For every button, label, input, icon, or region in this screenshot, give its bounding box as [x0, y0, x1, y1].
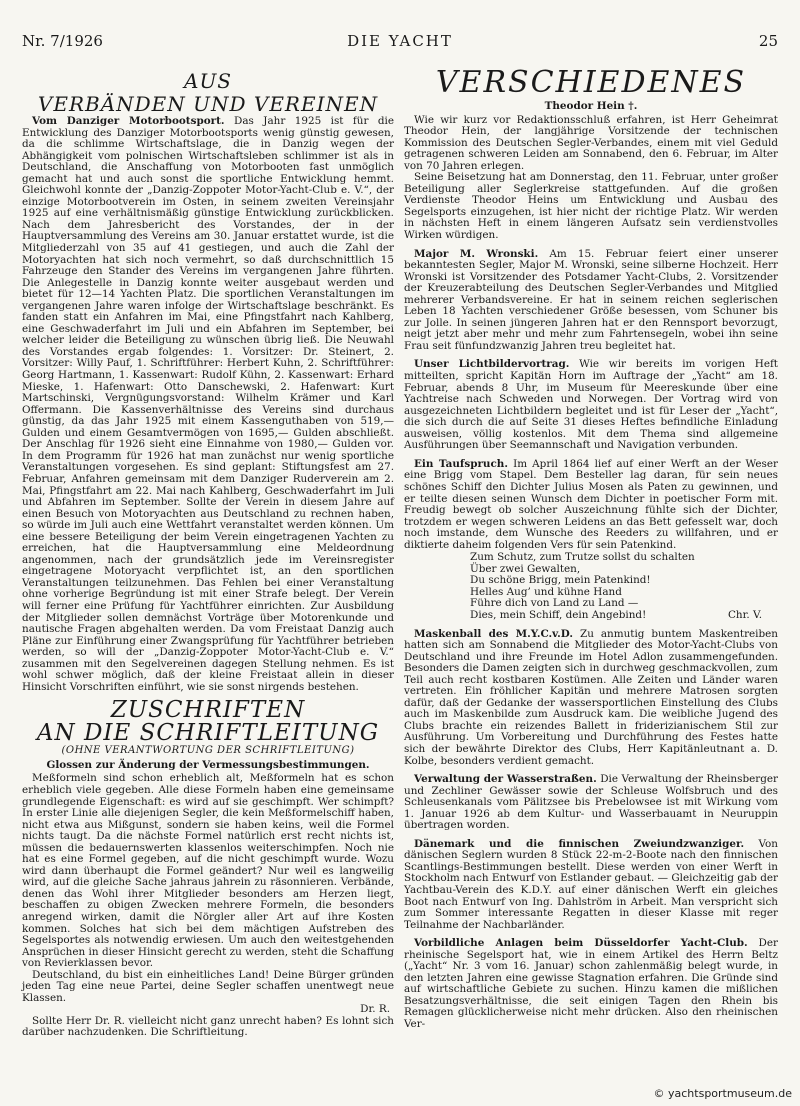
article-maskenball-body: Zu anmutig buntem Maskentreiben hatten sich am Sonnabend die Mitglieder des Motor-Yacht-Clubs von Deutschland und ihre Freunde im Hotel Adlon zusammengefunden. Besonders die Damen zeigten sich in durchweg geschmackvollen, zum Teil auch recht kostbaren Kostümen. Alle Zeiten und Länder waren vertreten. Ein fröhlicher Kapitän und mehrere Matrosen sorgten dafür, daß der Gedanke der wassersportlichen Einstellung des Clubs auch im Maskenbilde zum Ausdruck kam. Die weibliche Jugend des Clubs brachte ein reizendes Ballett in friderizianischem Stil zur Ausführung. Um Vorbereitung und Durchführung des Festes hatte sich der bewährte Direktor des Clubs, Herr Kapitänleutnant a. D. Kolbe, besonders verdient gemacht.: [404, 627, 778, 767]
poem-signature: Chr. V.: [727, 608, 762, 621]
article-wasserstrassen: [404, 774, 778, 832]
poem-last-row: [470, 610, 778, 622]
letter-title: Glossen zur Änderung der Vermessungsbestimmungen.: [46, 758, 370, 771]
poem-line: Führe dich von Land zu Land —: [470, 597, 639, 610]
article-daenemark: [404, 839, 778, 931]
poem-line: Zum Schutz, zum Trutze sollst du schalten: [470, 551, 695, 564]
article-taufspruch-title: Ein Taufspruch.: [414, 457, 508, 470]
page-number: 25: [758, 32, 778, 50]
section-subheading: (OHNE VERANTWORTUNG DER SCHRIFTLEITUNG): [61, 745, 355, 757]
letter-paragraph-3: Sollte Herr Dr. R. vielleicht nicht ganz unrecht haben? Es lohnt sich darüber nachzudenken. Die Schriftleitung.: [22, 1014, 394, 1039]
article-wasserstrassen-body: Die Verwaltung der Rheinsberger und Zechliner Gewässer sowie der Schleuse Wolfsbruch und des Schleusenkanals vom Pälitzsee bis Prebelowsee ist mit Wirkung vom 1. Januar 1926 ab dem Kultur- und Wasserbauamt in Neuruppin übertragen worden.: [404, 773, 778, 832]
article-lichtbilder-body: Wie wir bereits im vorigen Heft mitteilten, spricht Kapitän Horn im Auftrage der „Yacht“ am 18. Februar, abends 8 Uhr, im Museum für Meereskunde über eine Yachtreise nach Schweden und Norwegen. Der Vortrag wird von ausgezeichneten Lichtbildern begleitet und ist für Leser der „Yacht“, die sich durch die auf Seite 31 dieses Heftes befindliche Einladung ausweisen, völlig kostenlos. Mit dem Thema sind allgemeine Ausführungen über Seemannschaft und Navigation verbunden.: [404, 358, 778, 452]
section-heading-zuschriften: ZUSCHRIFTEN: [110, 697, 306, 724]
article-daenemark-body: Von dänischen Seglern wurden 8 Stück 22-m-2-Boote nach den finnischen Scantlings-Bestimmungen bestellt. Diese werden von einer Werft in Stockholm nach Entwurf von Estlander gebaut. — Gleichzeitig gab der Yachtbau-Verein des K.D.Y. auf einer dänischen Werft ein gleiches Boot nach Entwurf von Ing. Dahlström in Arbeit. Man verspricht sich zum Sommer interessante Regatten in dieser Klasse mit reger Teilnahme der Nachbarländer.: [404, 837, 778, 931]
obituary-paragraph-1: Wie wir kurz vor Redaktionsschluß erfahren, ist Herr Geheimrat Theodor Hein, der langjährige Vorsitzende der technischen Kommission des Deutschen Segler-Verbandes, einem mit viel Geduld getragenen schweren Leiden am Sonnabend, den 6. Februar, im Alter von 70 Jahren erlegen.: [404, 113, 778, 172]
article-lichtbilder: [404, 359, 778, 451]
poem: [470, 552, 778, 621]
article-daenemark-title: Dänemark und die finnischen Zweiundzwanziger.: [414, 837, 745, 850]
letter-paragraph-1: Meßformeln sind schon erheblich alt, Meßformeln hat es schon erheblich viele gegeben. Alle diese Formeln haben eine gemeinsame grundlegende Eigenschaft: es wird auf sie geschimpft. Wer schimpft? In erster Linie alle diejenigen Segler, die kein Meßformelschiff haben, nicht etwa aus Mißgunst, sondern sie haben keins, weil die Formel nichts taugt. Da die nächste Formel natürlich erst recht nichts ist, müssen die bedauernswerten klassenlos weiterschimpfen. Noch nie hat es eine Formel gegeben, auf die nicht geschimpft wurde. Wozu wird dann überhaupt die Formel geändert? Nur weil es langweilig wird, auf die gleiche Sache jahraus jahrein zu räsonnieren. Verbände, denen das Wohl ihrer Mitglieder besonders am Herzen liegt, beschaffen zu obigen Zwecken mehrere Formeln, die besonders anregend wirken, damit die Nörgler aller Art auf ihre Kosten kommen. Solches hat sich bei dem mächtigen Aufstreben des Segelsportes als notwendig erwiesen. Um auch den weitestgehenden Ansprüchen in dieser Hinsicht gerecht zu werden, steht die Schaffung von Revierklassen bevor.: [22, 772, 394, 970]
section-heading-verschiedenes: VERSCHIEDENES: [435, 65, 747, 100]
article-wronski-body: Am 15. Februar feiert einer unserer bekanntesten Segler, Major M. Wronski, seine silberne Hochzeit. Herr Wronski ist Vorsitzender des Potsdamer Yacht-Clubs, 2. Vorsitzender der Kreuzerabteilung des Deutschen Segler-Verbandes und Mitglied mehrerer Verbandsvereine. Er hat in seinem reichen seglerischen Leben 18 Yachten verschiedener Größe besessen, vom Schuner bis zur Jolle. In seinen jüngeren Jahren hat er den Rennsport bevorzugt, neigt jetzt aber mehr und mehr zum Fahrtensegeln, wobei ihn seine Frau seit fünfundzwanzig Jahren treu begleitet hat.: [404, 247, 779, 352]
obituary-title: Theodor Hein †.: [544, 100, 638, 112]
article-wronski-title: Major M. Wronski.: [414, 247, 539, 260]
article-maskenball: [404, 629, 778, 768]
article-wasserstrassen-title: Verwaltung der Wasserstraßen.: [414, 773, 597, 786]
letter-signature: Dr. R.: [360, 1003, 390, 1016]
article-danzig: [22, 116, 394, 693]
article-maskenball-title: Maskenball des M.Y.C.v.D.: [414, 627, 574, 640]
section-heading-schriftleitung: AN DIE SCHRIFTLEITUNG: [36, 720, 380, 747]
article-danzig-title: Vom Danziger Motorbootsport.: [32, 115, 225, 127]
section-heading-aus: AUS: [184, 69, 232, 93]
article-duesseldorf-title: Vorbildliche Anlagen beim Düsseldorfer Yacht-Club.: [414, 937, 748, 950]
poem-line: Über zwei Gewalten,: [470, 562, 581, 575]
right-column: [404, 65, 779, 1031]
section-heading-verbaende: VERBÄNDEN UND VEREINEN: [37, 92, 379, 116]
article-taufspruch: [404, 459, 778, 551]
issue-number: Nr. 7/1926: [22, 32, 103, 50]
left-column: [22, 68, 394, 1039]
article-danzig-body: Das Jahr 1925 ist für die Entwicklung des Danziger Motorbootsports wenig günstig gewesen, da die schlimme Wirtschaftslage, die in Danzig wegen der Abhängigkeit vom polnischen Wirtschaftsleben schlimmer ist als in Deutschland, die Anschaffung von Motorbooten fast unmöglich gemacht hat und auch sonst die sportliche Entwicklung hemmt. Gleichwohl konnte der „Danzig-Zoppoter Motor-Yacht-Club e. V.“, der einzige Motorbootverein im Osten, in seinem zweiten Vereinsjahr 1925 auf eine verhältnismäßig günstige Entwicklung zurückblicken. Nach dem Jahresbericht des Vorstandes, der in der Hauptversammlung des Vereins am 30. Januar erstattet wurde, ist die Mitgliederzahl von 35 auf 41 gestiegen, und auch die Zahl der Motoryachten hat sich noch vermehrt, so daß durchschnittlich 15 Fahrzeuge den Stander des Vereins im vergangenen Jahre führten. Die Anlegestelle in Danzig konnte weiter ausgebaut werden und bietet für 12—14 Yachten Platz. Die sportlichen Veranstaltungen im vergangenen Jahre waren infolge der Wirtschaftslage beschränkt. Es fanden statt ein Anfahren im Mai, eine Pfingstfahrt nach Kahlberg, eine Geschwaderfahrt im Juli und ein Abfahren im September, bei welcher leider die Beteiligung zu wünschen übrig ließ. Die Neuwahl des Vorstandes ergab folgendes: 1. Vorsitzer: Dr. Steinert, 2. Vorsitzer: Willy Pauf, 1. Schriftführer: Herbert Kuhn, 2. Schriftführer: Georg Hartmann, 1. Kassenwart: Rudolf Kühn, 2. Kassenwart: Erhard Mieske, 1. Hafenwart: Otto Danschewski, 2. Hafenwart: Kurt Martschinski, Vergnügungsvorstand: Wilhelm Krämer und Karl Offermann. Die Kassenverhältnisse des Vereins sind durchaus günstig, da das Jahr 1925 mit einem Kassenguthaben von 519,— Gulden und einem Gesamtvermögen von 1695,— Gulden abschließt. Der Anschlag für 1926 sieht eine Einnahme von 1980,— Gulden vor. In dem Programm für 1926 hat man zunächst nur wenig sportliche Veranstaltungen vorgesehen. Es sind geplant: Stiftungsfest am 27. Februar, Anfahren gemeinsam mit dem Danziger Ruderverein am 2. Mai, Pfingstfahrt am 22. Mai nach Kahlberg, Geschwaderfahrt im Juli und Abfahren im September. Sollte der Verein in diesem Jahre auf einen Besuch von Motoryachten aus Deutschland zu rechnen haben, so würde im Juli auch eine Wettfahrt veranstaltet werden können. Um eine bessere Beteiligung der beim Verein eingetragenen Yachten zu erreichen, hat die Hauptversammlung eine Meldeordnung angenommen, nach der grundsätzlich jede im Vereinsregister eingetragene Motoryacht verpflichtet ist, an den sportlichen Veranstaltungen teilzunehmen. Das Fehlen bei einer Veranstaltung ohne vorherige Begründung ist mit einer Strafe belegt. Der Verein will ferner eine Prüfung für Yachtführer einrichten. Zur Ausbildung der Mitglieder sollen demnächst Vorträge über Motorenkunde und nautische Fragen abgehalten werden. Da vom Freistaat Danzig auch Pläne zur Einführung einer Zwangsprüfung für Yachtführer betrieben werden, so will der „Danzig-Zoppoter Motor-Yacht-Club e. V.“ zusammen mit den Segelvereinen dagegen Stellung nehmen. Es ist wohl schwer möglich, daß der kleine Freistaat allein in dieser Hinsicht Vorschriften einführt, wie sie sonst nirgends bestehen.: [22, 115, 394, 693]
magazine-title: DIE YACHT: [347, 32, 453, 50]
article-duesseldorf-body: Der rheinische Segelsport hat, wie in einem Artikel des Herrn Beltz („Yacht“ Nr. 3 vom 16. Januar) schon zahlenmäßig belegt wurde, in den letzten Jahren eine gewisse Stagnation erfahren. Die Gründe sind auf wirtschaftliche Gebiete zu suchen. Hinzu kamen die mißlichen Besatzungsverhältnisse, die seit einigen Tagen den Rhein bis Remagen glücklicherweise nicht mehr drücken. Also den rheinischen Ver-: [404, 937, 778, 1031]
poem-line: Du schöne Brigg, mein Patenkind!: [470, 574, 651, 587]
obituary-paragraph-2: Seine Beisetzung hat am Donnerstag, den 11. Februar, unter großer Beteiligung aller Seglerkreise stattgefunden. Auf die großen Verdienste Theodor Heins um Entwicklung und Ausbau des Segelsports einzugehen, ist hier nicht der richtige Platz. Wir werden in nächsten Heft in einem längeren Aufsatz sein verdienstvolles Wirken würdigen.: [404, 171, 778, 242]
article-taufspruch-body: Im April 1864 lief auf einer Werft an der Weser eine Brigg vom Stapel. Dem Besteller lag daran, für sein neues schönes Schiff den Dichter Julius Mosen als Paten zu gewinnen, und er teilte diesen seinen Wunsch dem Dichter in poetischer Form mit. Freudig bewegt ob solcher Auszeichnung fühlte sich der Dichter, trotzdem er wegen schweren Leidens an das Bett gefesselt war, doch noch imstande, dem Wunsche des Reeders zu willfahren, und er diktierte daheim folgenden Vers für sein Patenkind.: [404, 457, 778, 551]
article-wronski: [404, 249, 778, 353]
page-header: [22, 32, 778, 56]
article-lichtbilder-title: Unser Lichtbildervortrag.: [414, 358, 570, 371]
watermark: © yachtsportmuseum.de: [653, 1087, 792, 1100]
poem-line: Dies, mein Schiff, dein Angebind!: [470, 608, 647, 621]
article-duesseldorf: [404, 938, 778, 1030]
letter-paragraph-2: Deutschland, du bist ein einheitliches Land! Deine Bürger gründen jeden Tag eine neue Partei, deine Segler schaffen unentwegt neue Klassen.: [22, 968, 394, 1004]
poem-line: Helles Aug’ und kühne Hand: [470, 585, 622, 598]
